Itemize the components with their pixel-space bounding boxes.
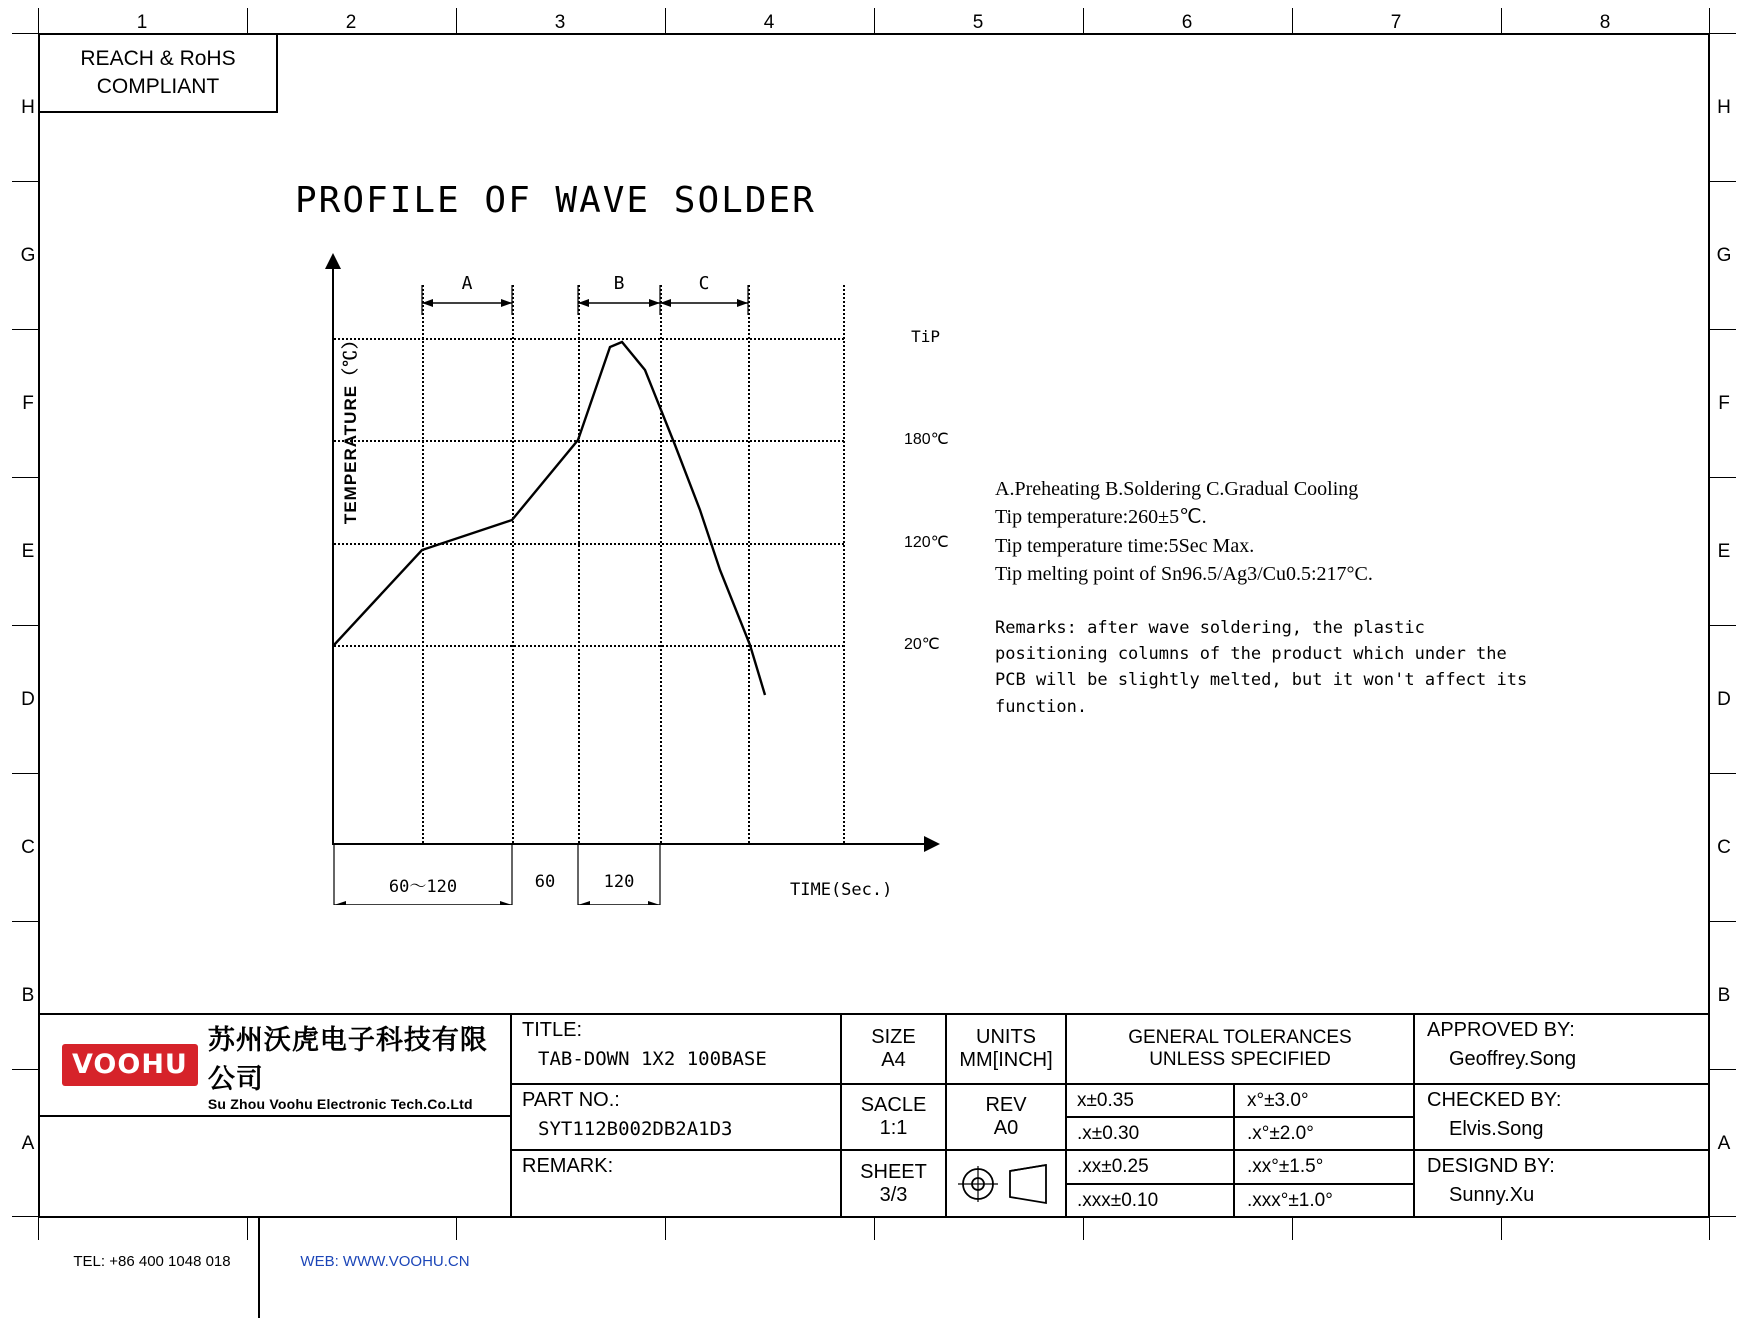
part-number-value: SYT112B002DB2A1D3 <box>538 1118 733 1140</box>
third-angle-projection-icon <box>954 1163 1058 1205</box>
company-name-cn: 苏州沃虎电子科技有限公司 <box>207 1025 488 1094</box>
zone-row-D: D <box>21 689 35 710</box>
rev-label: REV <box>985 1094 1027 1116</box>
remark-line-3: PCB will be slightly melted, but it won't affect its <box>995 670 1528 691</box>
company-tel: TEL: +86 400 1048 018 <box>73 1253 231 1270</box>
zone-row-C-right: C <box>1717 837 1731 858</box>
zone-ruler-right <box>1710 33 1736 1218</box>
approved-field <box>1413 1015 1708 1083</box>
profile-curve <box>300 255 949 905</box>
x-axis-label: TIME(Sec.) <box>790 880 893 900</box>
segment-label-c: C <box>698 273 710 294</box>
tolerance-linear-4 <box>1065 1183 1233 1216</box>
zone-row-B-right: B <box>1717 985 1731 1006</box>
zone-row-E-right: E <box>1717 541 1731 562</box>
zone-ruler-top <box>38 8 1710 33</box>
title-field <box>510 1015 840 1083</box>
checked-field <box>1413 1083 1708 1149</box>
units-field <box>945 1015 1065 1083</box>
zone-row-H-right: H <box>1717 97 1731 118</box>
tolerance-value: .x±0.30 <box>1077 1122 1140 1144</box>
compliance-badge <box>40 35 278 113</box>
projection-symbol-cell <box>945 1149 1065 1216</box>
remark-field <box>510 1149 840 1216</box>
sheet-value: 3/3 <box>879 1183 908 1206</box>
voohu-logo-icon: VOOHU <box>62 1044 198 1086</box>
y-tick-label-120: 120℃ <box>904 534 949 551</box>
tolerance-angular-4 <box>1233 1183 1413 1216</box>
zone-row-B: B <box>21 985 35 1006</box>
tolerance-linear-3 <box>1065 1149 1233 1183</box>
compliance-line-2: COMPLIANT <box>96 75 220 98</box>
tolerance-angular-3 <box>1233 1149 1413 1183</box>
tolerance-linear-2 <box>1065 1116 1233 1149</box>
note-line-2: Tip temperature:260±5℃. <box>995 506 1207 529</box>
tolerance-value: .xxx±0.10 <box>1077 1189 1159 1211</box>
checked-value: Elvis.Song <box>1449 1118 1544 1140</box>
duration-label-a: 60～120 <box>388 877 458 897</box>
company-logo-cell <box>40 1015 510 1115</box>
part-number-label: PART NO.: <box>522 1089 620 1111</box>
scale-field <box>840 1083 945 1149</box>
zone-col-4: 4 <box>763 12 775 33</box>
tolerance-value: x°±3.0° <box>1247 1089 1309 1111</box>
note-line-3: Tip temperature time:5Sec Max. <box>995 534 1255 557</box>
duration-label-c: 120 <box>603 872 635 892</box>
zone-col-8: 8 <box>1599 12 1611 33</box>
zone-row-G: G <box>20 245 36 266</box>
compliance-line-1: REACH & RoHS <box>80 46 236 70</box>
segment-label-b: B <box>613 273 625 294</box>
title-block <box>40 1013 1708 1270</box>
remark-line-4: function. <box>995 696 1088 717</box>
company-name-en: Su Zhou Voohu Electronic Tech.Co.Ltd <box>207 1096 473 1112</box>
wave-solder-profile-chart <box>300 255 949 905</box>
title-value: TAB-DOWN 1X2 100BASE <box>538 1048 767 1070</box>
contact-cell <box>40 1115 510 1270</box>
remark-line-1: Remarks: after wave soldering, the plastic <box>995 617 1425 638</box>
zone-col-1: 1 <box>136 12 148 33</box>
tolerance-angular-1 <box>1233 1083 1413 1116</box>
size-field <box>840 1015 945 1083</box>
zone-row-D-right: D <box>1717 689 1731 710</box>
y-tick-label-180: 180℃ <box>904 431 949 448</box>
tolerance-header-line2: UNLESS SPECIFIED <box>1149 1049 1331 1070</box>
zone-col-5: 5 <box>972 12 984 33</box>
zone-ruler-left <box>12 33 38 1218</box>
size-value: A4 <box>881 1049 906 1071</box>
units-label: UNITS <box>976 1026 1036 1048</box>
zone-row-G-right: G <box>1716 245 1732 266</box>
process-notes <box>995 475 1575 720</box>
size-label: SIZE <box>871 1026 916 1048</box>
y-tick-label-20: 20℃ <box>904 636 940 653</box>
designed-value: Sunny.Xu <box>1449 1184 1535 1206</box>
tolerance-linear-1 <box>1065 1083 1233 1116</box>
sheet-field <box>840 1149 945 1216</box>
designed-label: DESIGND BY: <box>1427 1155 1555 1177</box>
zone-col-7: 7 <box>1390 12 1402 33</box>
y-axis-label: TEMPERATURE（℃） <box>341 330 361 525</box>
tolerance-value: x±0.35 <box>1077 1089 1134 1111</box>
zone-col-3: 3 <box>554 12 566 33</box>
zone-col-2: 2 <box>345 12 357 33</box>
rev-value: A0 <box>993 1117 1019 1139</box>
tolerance-value: .x°±2.0° <box>1247 1122 1314 1144</box>
duration-label-b: 60 <box>534 872 556 892</box>
units-value: MM[INCH] <box>959 1049 1053 1071</box>
zone-row-F-right: F <box>1718 393 1730 414</box>
scale-value: 1:1 <box>879 1117 908 1139</box>
title-label: TITLE: <box>522 1019 583 1041</box>
zone-row-H: H <box>21 97 35 118</box>
y-tick-label-tip: TiP <box>911 327 940 346</box>
zone-row-A-right: A <box>1717 1133 1731 1154</box>
divider <box>258 1217 260 1318</box>
sheet-label: SHEET <box>860 1160 927 1183</box>
approved-label: APPROVED BY: <box>1427 1019 1575 1041</box>
tolerance-value: .xx°±1.5° <box>1247 1156 1324 1177</box>
zone-col-6: 6 <box>1181 12 1193 33</box>
segment-label-a: A <box>461 273 473 294</box>
zone-row-C: C <box>21 837 35 858</box>
tolerance-header-line1: GENERAL TOLERANCES <box>1128 1027 1352 1048</box>
tolerance-angular-2 <box>1233 1116 1413 1149</box>
remark-label: REMARK: <box>522 1155 614 1177</box>
approved-value: Geoffrey.Song <box>1449 1048 1577 1070</box>
checked-label: CHECKED BY: <box>1427 1089 1562 1111</box>
designed-field <box>1413 1149 1708 1216</box>
company-website[interactable]: WEB: WWW.VOOHU.CN <box>300 1253 470 1270</box>
tolerance-value: .xxx°±1.0° <box>1247 1189 1333 1211</box>
zone-row-E: E <box>21 541 35 562</box>
remark-line-2: positioning columns of the product which under the <box>995 643 1507 664</box>
tolerance-value: .xx±0.25 <box>1077 1156 1149 1177</box>
scale-label: SACLE <box>860 1094 927 1116</box>
note-line-4: Tip melting point of Sn96.5/Ag3/Cu0.5:217°C. <box>995 563 1373 586</box>
part-number-field <box>510 1083 840 1149</box>
note-line-1: A.Preheating B.Soldering C.Gradual Cooling <box>995 478 1359 500</box>
rev-field <box>945 1083 1065 1149</box>
zone-row-A: A <box>21 1133 35 1154</box>
tolerance-header <box>1065 1015 1413 1083</box>
chart-title: PROFILE OF WAVE SOLDER <box>295 180 816 221</box>
zone-row-F: F <box>22 393 34 414</box>
